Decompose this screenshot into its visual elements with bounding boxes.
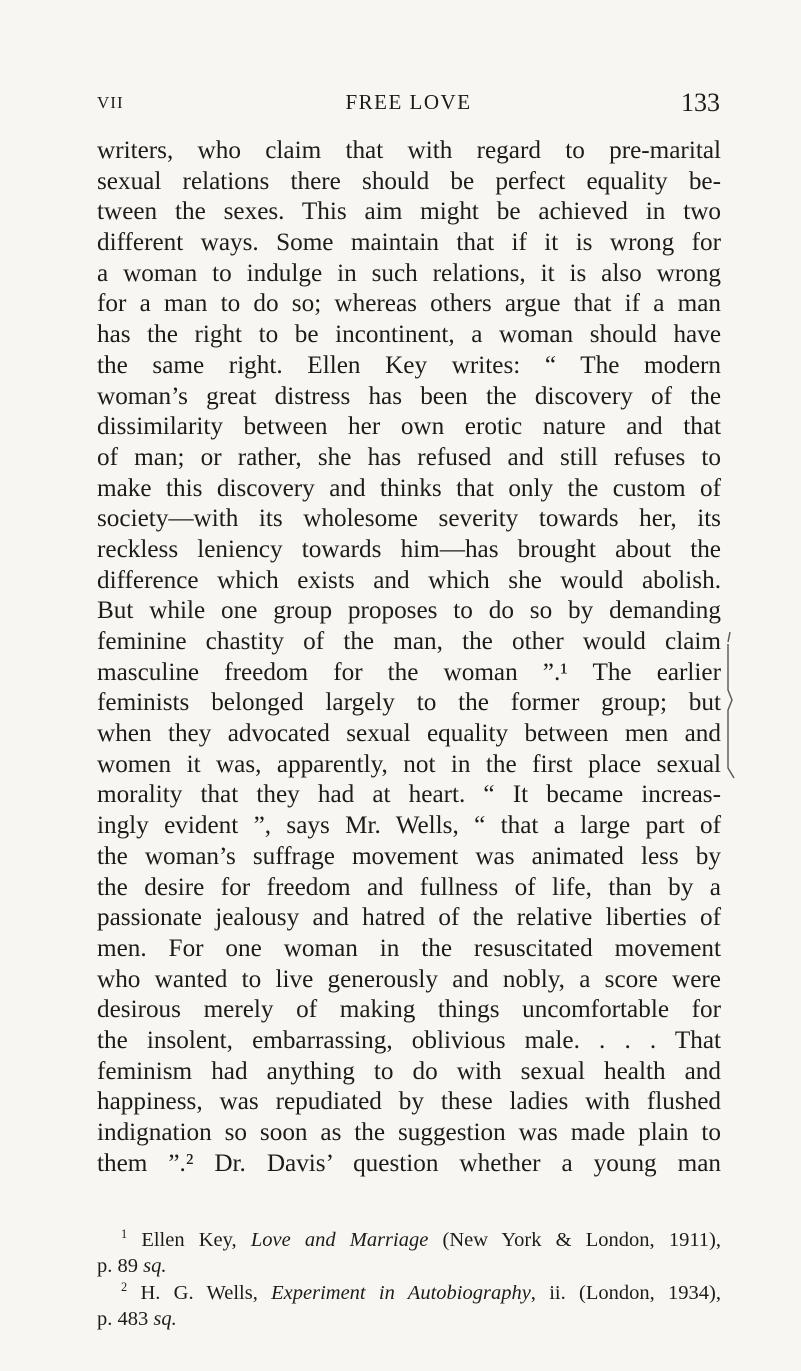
footnote-2-continuation (97, 1306, 721, 1332)
text-line: the woman’s suffrage movement was animated less by (97, 842, 721, 870)
footnote-2 (97, 1280, 721, 1306)
footnote-publication: (New York & London, 1911), (428, 1229, 722, 1251)
text-line: when they advocated sexual equality between men and (97, 720, 721, 748)
text-line: happiness, was repudiated by these ladies with flushed (97, 1088, 721, 1116)
text-line: morality that they had at heart. “ It became increas- (97, 781, 721, 809)
text-line: make this discovery and thinks that only the custom of (97, 474, 721, 502)
footnote-mark: 2 (121, 1279, 128, 1294)
page-number: 133 (681, 88, 720, 117)
text-line: has the right to be incontinent, a woman should have (97, 321, 721, 349)
text-line: women it was, apparently, not in the first place sexual (97, 750, 721, 778)
text-line: reckless leniency towards him—has brought about the (97, 535, 721, 563)
footnote-1-continuation (97, 1253, 721, 1279)
text-line: men. For one woman in the resuscitated movement (97, 934, 721, 962)
footnote-mark: 1 (121, 1227, 128, 1242)
text-line: feminism had anything to do with sexual health and (97, 1057, 721, 1085)
main-text (97, 136, 721, 1179)
chapter-number: VII (97, 93, 124, 112)
footnote-page-ref: p. 483 (97, 1307, 154, 1330)
text-line: who wanted to live generously and nobly, a score were (97, 965, 721, 993)
footnote-work-title: Love and Marriage (250, 1229, 429, 1251)
footnote-page-ref: p. 89 (97, 1255, 144, 1278)
footnote-publication: , ii. (London, 1934), (530, 1281, 721, 1304)
text-line: dissimilarity between her own erotic nature and that (97, 413, 721, 441)
text-line: society—with its wholesome severity towards her, its (97, 505, 721, 533)
footnote-author: H. G. Wells, (140, 1281, 272, 1304)
text-line: But while one group proposes to do so by demanding (97, 597, 721, 625)
text-line: for a man to do so; whereas others argue that if a man (97, 290, 721, 318)
footnote-author: Ellen Key, (141, 1229, 251, 1251)
margin-bracket-mark (726, 630, 740, 780)
text-line: writers, who claim that with regard to pre-marital (97, 137, 721, 164)
text-line: passionate jealousy and hatred of the relative liberties of (97, 904, 721, 932)
footnote-sq: sq. (153, 1307, 177, 1330)
text-line: the desire for freedom and fullness of life, than by a (97, 873, 721, 901)
text-line: feminine chastity of the man, the other would claim (97, 628, 721, 655)
footnotes (97, 1227, 721, 1332)
text-line: desirous merely of making things uncomfortable for (97, 996, 721, 1024)
text-line: woman’s great distress has been the discovery of the (97, 382, 721, 410)
footnote-work-title: Experiment in Autobiography (271, 1281, 531, 1304)
text-line: ingly evident ”, says Mr. Wells, “ that a large part of (97, 812, 721, 840)
text-line: the insolent, embarrassing, oblivious male. . . . That (97, 1026, 721, 1054)
running-title: FREE LOVE (345, 90, 472, 114)
text-line: sexual relations there should be perfect equality be- (97, 167, 721, 195)
text-line: a woman to indulge in such relations, it is also wrong (97, 259, 721, 287)
text-line: tween the sexes. This aim might be achieved in two (97, 198, 721, 226)
footnote-1 (97, 1227, 721, 1253)
text-line: difference which exists and which she would abolish. (97, 566, 721, 594)
text-line: feminists belonged largely to the former group; but (97, 689, 721, 717)
text-line: of man; or rather, she has refused and still refuses to (97, 443, 721, 471)
running-header (97, 90, 720, 120)
footnote-sq: sq. (143, 1255, 167, 1278)
text-line: masculine freedom for the woman ”.¹ The earlier (97, 658, 721, 686)
text-line: them ”.² Dr. Davis’ question whether a young man (97, 1149, 721, 1177)
text-line: indignation so soon as the suggestion was made plain to (97, 1119, 721, 1146)
text-line: the same right. Ellen Key writes: “ The modern (97, 351, 721, 379)
text-line: different ways. Some maintain that if it is wrong for (97, 229, 721, 257)
